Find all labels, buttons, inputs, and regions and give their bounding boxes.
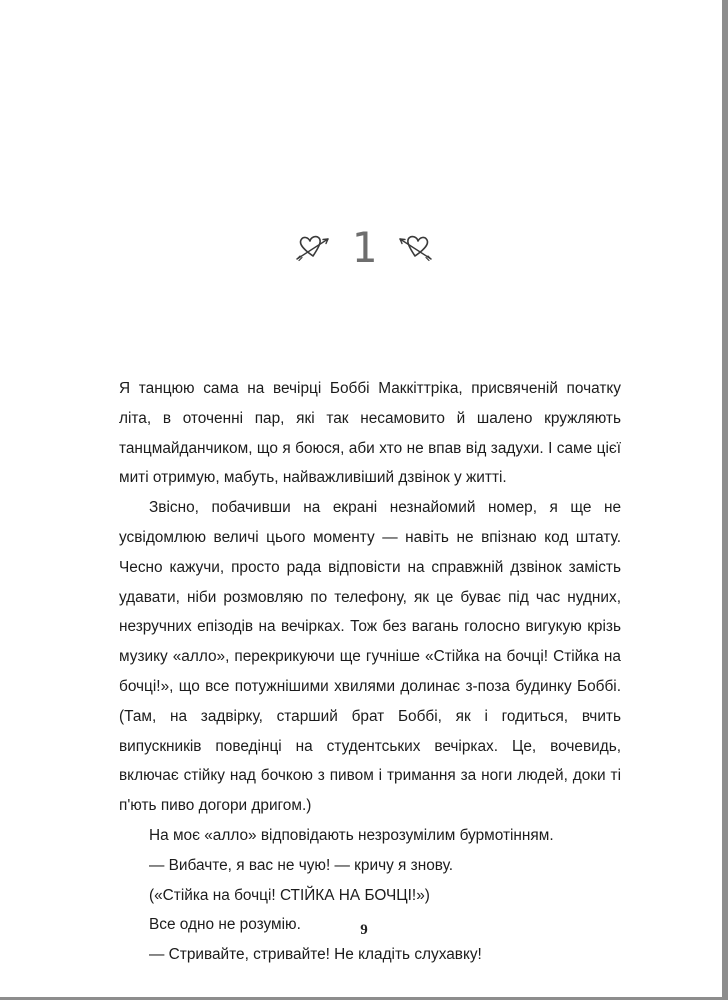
dialogue-line: — Вибачте, я вас не чую! — кричу я знову. [149,856,454,874]
body-text [119,374,621,970]
page-number: 9 [360,922,368,938]
chapter-number: 1 [351,223,377,272]
dialogue-line: («Стійка на бочці! СТІЙКА НА БОЧЦІ!») [149,886,430,904]
chapter-heading [0,221,728,273]
dialogue-line: — Стривайте, стривайте! Не кладіть слухавку! [149,946,482,964]
heart-arrow-icon [397,232,433,262]
heart-arrow-icon [295,232,331,262]
page-edge-right [722,0,728,1000]
paragraph: Звісно, побачивши на екрані незнайомий номер, я ще не усвідомлюю величі цього моменту — навіть не впізнаю код штату. Чесно кажучи, просто рада відповісти на справжній дзвінок замість удавати, ніби розмовляю по телефону, як це буває під час нудних, незручних епізодів на вечірках. Тож без вагань голосно вигукую крізь музику «алло», перекрикуючи ще гучніше «Стійка на бочці! Стійка на бочці!», що все потужнішими хвилями долинає з-поза будинку Боббі. (Там, на задвірку, старший брат Боббі, як і годиться, вчить випускників поведінці на студентських вечірках. Це, вочевидь, включає стійку над бочкою з пивом і тримання за ноги людей, доки ті п'ють пиво догори дригом.) [119,499,621,815]
dialogue-line: На моє «алло» відповідають незрозумілим бурмотінням. [149,826,554,844]
dialogue-line: Все одно не розумію. [149,916,301,934]
paragraph: Я танцюю сама на вечірці Боббі Маккіттріка, присвяченій початку літа, в оточенні пар, які так несамовито й шалено кружляють танцмайданчиком, що я боюся, аби хто не впав від задухи. І саме цієї миті отримую, мабуть, найважливіший дзвінок у житті. [119,380,621,487]
